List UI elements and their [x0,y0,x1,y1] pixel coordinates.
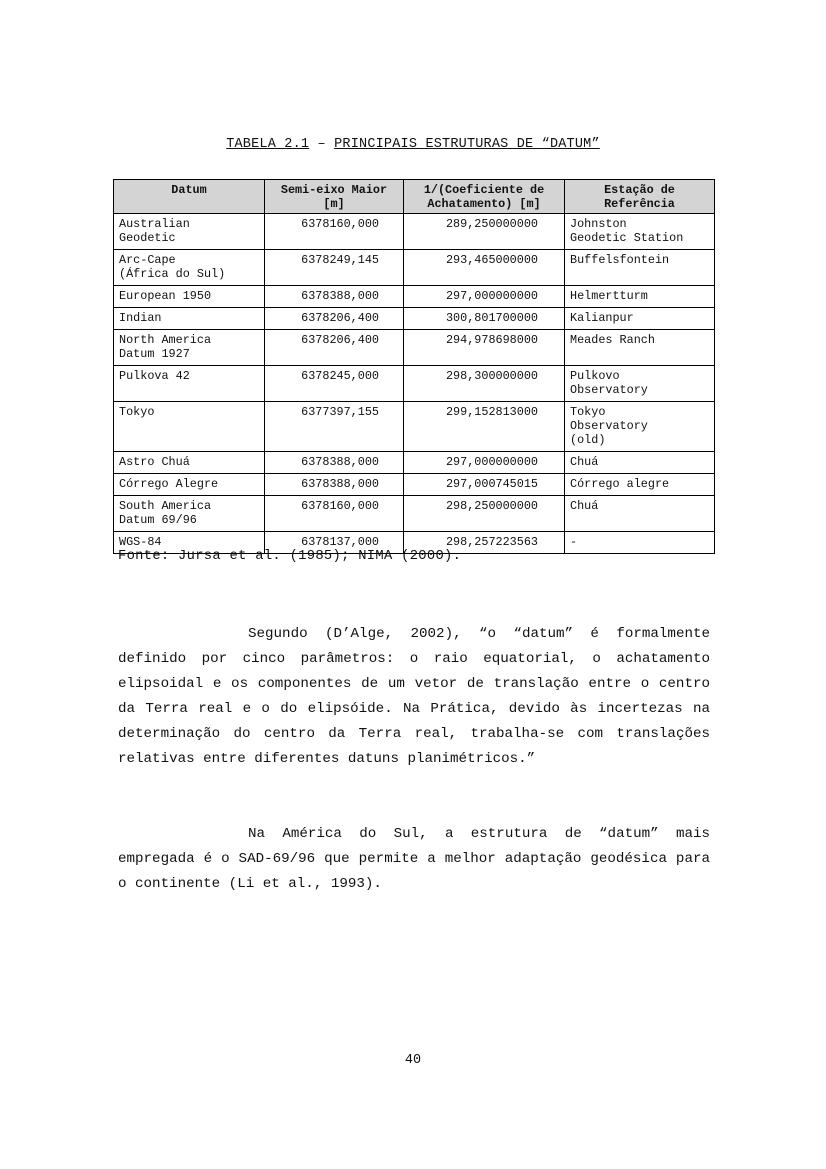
cell-semi-eixo: 6378388,000 [265,286,404,308]
header-line: Datum [171,183,207,197]
cell-estacao [565,452,715,474]
cell-estacao-line: - [570,535,578,549]
cell-achatamento: 297,000000000 [404,286,565,308]
header-line: [m] [323,196,345,211]
table-row [114,214,715,250]
header-row [114,180,715,214]
table-row [114,474,715,496]
table-source: Fonte: Jursa et al. (1985); NIMA (2000). [118,549,462,564]
header-line: Referência [604,196,675,211]
cell-datum [114,330,265,366]
header-line: Semi-eixo Maior [280,183,388,197]
cell-datum-line: Datum 69/96 [119,513,197,527]
table-row [114,452,715,474]
cell-estacao [565,250,715,286]
cell-datum-line: WGS-84 [119,535,162,549]
cell-semi-eixo: 6378137,000 [265,532,404,554]
table-title-prefix: TABELA 2.1 [226,137,310,152]
header-line: Estação de [604,183,675,197]
datum-table [113,179,715,554]
paragraph-1 [118,622,710,772]
cell-datum-line: Córrego Alegre [119,477,219,491]
cell-datum-line: Indian [119,311,162,325]
cell-estacao-line: Observatory [570,383,648,397]
table-row [114,308,715,330]
cell-datum [114,286,265,308]
cell-datum-line: European 1950 [119,289,212,303]
cell-estacao-line: Meades Ranch [570,333,655,347]
cell-datum-line: Pulkova 42 [119,369,190,383]
cell-estacao-line: Tokyo [570,405,606,419]
cell-semi-eixo: 6378160,000 [265,214,404,250]
cell-estacao [565,366,715,402]
cell-datum [114,496,265,532]
cell-datum [114,214,265,250]
cell-achatamento: 297,000000000 [404,452,565,474]
table-row [114,250,715,286]
cell-datum [114,402,265,452]
cell-datum-line: Arc-Cape [119,253,176,267]
table-title-separator: – [309,137,335,152]
cell-achatamento: 300,801700000 [404,308,565,330]
cell-datum [114,474,265,496]
cell-estacao [565,474,715,496]
cell-datum-line: (África do Sul) [119,267,226,281]
datum-table-header [114,180,715,214]
cell-achatamento: 297,000745015 [404,474,565,496]
cell-datum-line: South America [119,499,212,513]
cell-achatamento: 298,257223563 [404,532,565,554]
datum-table-body [114,214,715,554]
cell-estacao-line: Observatory [570,419,648,433]
cell-estacao-line: Geodetic Station [570,231,684,245]
cell-estacao-line: Buffelsfontein [570,253,670,267]
cell-estacao-line: Córrego alegre [570,477,670,491]
cell-estacao-line: Chuá [570,499,599,513]
paragraph-1-text: Segundo (D’Alge, 2002), “o “datum” é formalmente definido por cinco parâmetros: o raio equatorial, o achatamento elipsoidal e os componentes de um vetor de translação entre o centro da Terra real e o do elipsóide. Na Prática, devido às incertezas na determinação do centro da Terra real, trabalha-se com translações relativas entre diferentes datuns planimétricos.” [118,626,710,767]
header-datum [114,180,265,214]
cell-semi-eixo: 6378206,400 [265,308,404,330]
cell-estacao [565,330,715,366]
cell-datum-line: Australian [119,217,190,231]
cell-semi-eixo: 6378160,000 [265,496,404,532]
cell-estacao [565,308,715,330]
cell-estacao [565,532,715,554]
cell-estacao [565,286,715,308]
cell-datum-line: North America [119,333,212,347]
cell-estacao-line: Chuá [570,455,599,469]
cell-datum [114,308,265,330]
cell-datum-line: Geodetic [119,231,176,245]
header-semi-eixo [265,180,404,214]
table-row [114,366,715,402]
cell-datum [114,250,265,286]
cell-semi-eixo: 6378249,145 [265,250,404,286]
cell-datum-line: Datum 1927 [119,347,190,361]
cell-estacao-line: Kalianpur [570,311,634,325]
cell-estacao [565,402,715,452]
cell-semi-eixo: 6378388,000 [265,474,404,496]
table-title-main: PRINCIPAIS ESTRUTURAS DE “DATUM” [334,137,600,152]
page-number: 40 [404,1053,422,1068]
header-line: Achatamento) [m] [427,196,541,211]
header-estacao [565,180,715,214]
cell-datum-line: Astro Chuá [119,455,190,469]
cell-estacao [565,214,715,250]
cell-estacao-line: Johnston [570,217,627,231]
cell-semi-eixo: 6378388,000 [265,452,404,474]
cell-estacao-line: Helmertturm [570,289,648,303]
table-row [114,402,715,452]
cell-achatamento: 293,465000000 [404,250,565,286]
cell-datum [114,452,265,474]
header-achatamento [404,180,565,214]
paragraph-2 [118,822,710,897]
table-row [114,330,715,366]
cell-achatamento: 298,250000000 [404,496,565,532]
cell-semi-eixo: 6378206,400 [265,330,404,366]
cell-estacao-line: (old) [570,433,606,447]
cell-achatamento: 289,250000000 [404,214,565,250]
table-row [114,286,715,308]
cell-estacao [565,496,715,532]
cell-semi-eixo: 6378245,000 [265,366,404,402]
table-title [0,137,826,152]
cell-achatamento: 294,978698000 [404,330,565,366]
cell-datum-line: Tokyo [119,405,155,419]
table-row [114,496,715,532]
header-line: 1/(Coeficiente de [423,183,545,197]
cell-achatamento: 299,152813000 [404,402,565,452]
paragraph-2-text: Na América do Sul, a estrutura de “datum” mais empregada é o SAD-69/96 que permite a melhor adaptação geodésica para o continente (Li et al., 1993). [118,826,710,892]
cell-estacao-line: Pulkovo [570,369,620,383]
cell-achatamento: 298,300000000 [404,366,565,402]
cell-semi-eixo: 6377397,155 [265,402,404,452]
cell-datum [114,366,265,402]
